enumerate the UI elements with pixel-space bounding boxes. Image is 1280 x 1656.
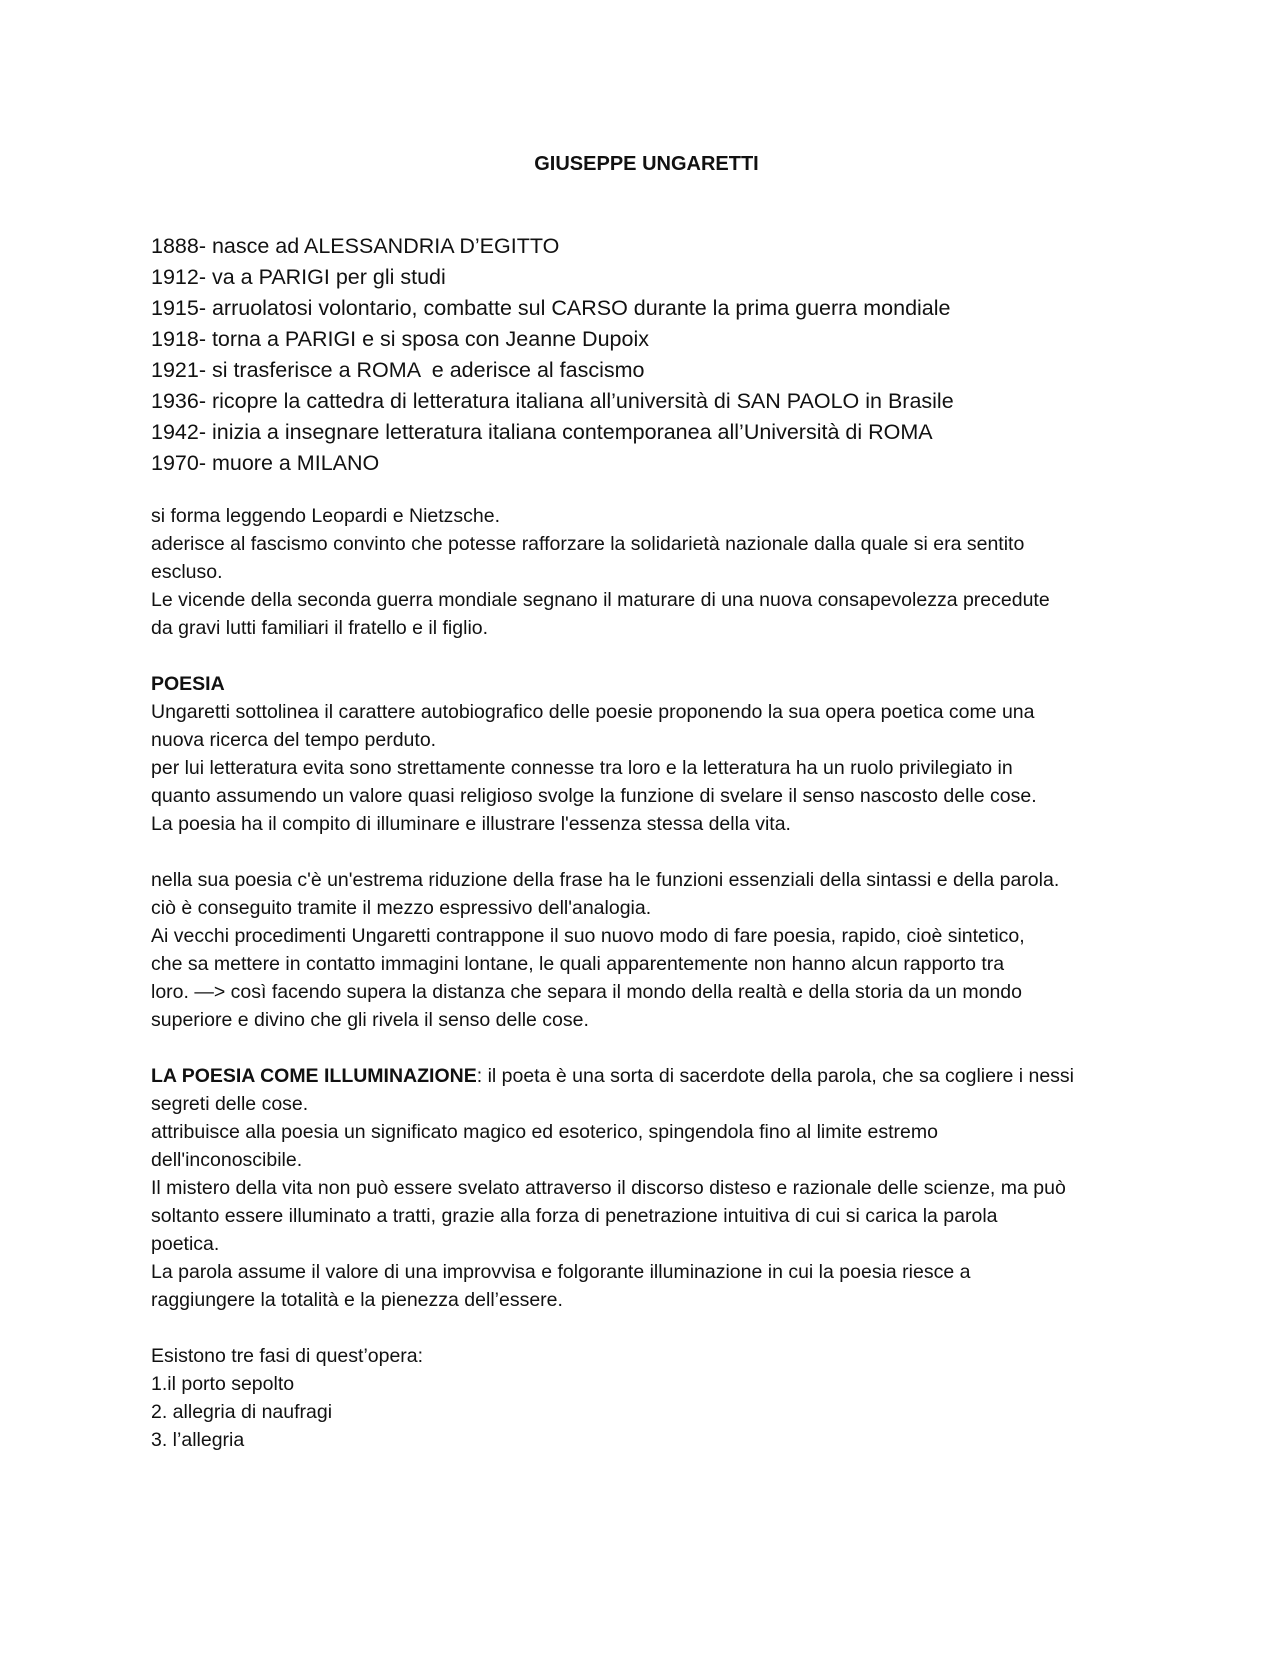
- poesia-line: La poesia ha il compito di illuminare e illustrare l'essenza stessa della vita.: [151, 813, 791, 835]
- fasi-section: [151, 1342, 1130, 1454]
- bio-line: aderisce al fascismo convinto che potesse rafforzare la solidarietà nazionale dalla quale si era sentito: [151, 533, 1025, 555]
- document-title: GIUSEPPE UNGARETTI: [534, 153, 759, 175]
- timeline-entry: 1970- muore a MILANO: [151, 451, 380, 475]
- timeline: [151, 231, 1130, 479]
- timeline-entry: 1921- si trasferisce a ROMA e aderisce al fascismo: [151, 358, 645, 382]
- bio-line: Le vicende della seconda guerra mondiale segnano il maturare di una nuova consapevolezza precedute: [151, 589, 1050, 611]
- illuminazione-section: [151, 1062, 1130, 1314]
- illuminazione-line: segreti delle cose.: [151, 1093, 309, 1115]
- section-heading: POESIA: [151, 673, 225, 695]
- illuminazione-line: dell'inconoscibile.: [151, 1149, 303, 1171]
- fasi-item: 1.il porto sepolto: [151, 1373, 295, 1395]
- poesia-section: [151, 670, 1130, 838]
- bio-line: si forma leggendo Leopardi e Nietzsche.: [151, 505, 501, 527]
- illuminazione-first-line-text: : il poeta è una sorta di sacerdote della parola, che sa cogliere i nessi: [476, 1065, 1075, 1087]
- illuminazione-first-line: [151, 1062, 1130, 1090]
- illuminazione-line: soltanto essere illuminato a tratti, grazie alla forza di penetrazione intuitiva di cui si carica la parola: [151, 1205, 998, 1227]
- analogia-line: superiore e divino che gli rivela il senso delle cose.: [151, 1009, 589, 1031]
- analogia-line: nella sua poesia c'è un'estrema riduzione della frase ha le funzioni essenziali della sintassi e della parola.: [151, 869, 1060, 891]
- timeline-entry: 1942- inizia a insegnare letteratura italiana contemporanea all’Università di ROMA: [151, 420, 933, 444]
- analogia-line: Ai vecchi procedimenti Ungaretti contrappone il suo nuovo modo di fare poesia, rapido, cioè sintetico,: [151, 925, 1025, 947]
- paragraph-gap: [151, 1314, 1130, 1342]
- paragraph-gap: [151, 642, 1130, 670]
- illuminazione-line: raggiungere la totalità e la pienezza dell’essere.: [151, 1289, 563, 1311]
- fasi-item: 2. allegria di naufragi: [151, 1401, 333, 1423]
- illuminazione-line: Il mistero della vita non può essere svelato attraverso il discorso disteso e razionale delle scienze, ma può: [151, 1177, 1066, 1199]
- timeline-entry: 1912- va a PARIGI per gli studi: [151, 265, 446, 289]
- poesia-line: quanto assumendo un valore quasi religioso svolge la funzione di svelare il senso nascosto delle cose.: [151, 785, 1037, 807]
- illuminazione-line: attribuisce alla poesia un significato magico ed esoterico, spingendola fino al limite estremo: [151, 1121, 938, 1143]
- timeline-entry: 1918- torna a PARIGI e si sposa con Jeanne Dupoix: [151, 327, 649, 351]
- section-heading: LA POESIA COME ILLUMINAZIONE: [151, 1065, 477, 1087]
- poesia-line: per lui letteratura evita sono strettamente connesse tra loro e la letteratura ha un ruolo privilegiato in: [151, 757, 1013, 779]
- timeline-entry: 1936- ricopre la cattedra di letteratura italiana all’università di SAN PAOLO in Brasile: [151, 389, 954, 413]
- analogia-line: loro. —> così facendo supera la distanza che separa il mondo della realtà e della storia da un mondo: [151, 981, 1022, 1003]
- bio-line: da gravi lutti familiari il fratello e il figlio.: [151, 617, 489, 639]
- timeline-entry: 1915- arruolatosi volontario, combatte sul CARSO durante la prima guerra mondiale: [151, 296, 951, 320]
- analogia-line: ciò è conseguito tramite il mezzo espressivo dell'analogia.: [151, 897, 652, 919]
- poesia-line: nuova ricerca del tempo perduto.: [151, 729, 437, 751]
- bio-paragraph: [151, 502, 1130, 642]
- fasi-item: 3. l’allegria: [151, 1429, 245, 1451]
- poesia-line: Ungaretti sottolinea il carattere autobiografico delle poesie proponendo la sua opera poetica come una: [151, 701, 1035, 723]
- analogia-paragraph: [151, 866, 1130, 1034]
- analogia-line: che sa mettere in contatto immagini lontane, le quali apparentemente non hanno alcun rapporto tra: [151, 953, 1005, 975]
- paragraph-gap: [151, 838, 1130, 866]
- timeline-entry: 1888- nasce ad ALESSANDRIA D’EGITTO: [151, 234, 560, 258]
- bio-line: escluso.: [151, 561, 223, 583]
- illuminazione-line: La parola assume il valore di una improvvisa e folgorante illuminazione in cui la poesia riesce a: [151, 1261, 971, 1283]
- paragraph-gap: [151, 1034, 1130, 1062]
- fasi-intro: Esistono tre fasi di quest’opera:: [151, 1345, 424, 1367]
- illuminazione-line: poetica.: [151, 1233, 220, 1255]
